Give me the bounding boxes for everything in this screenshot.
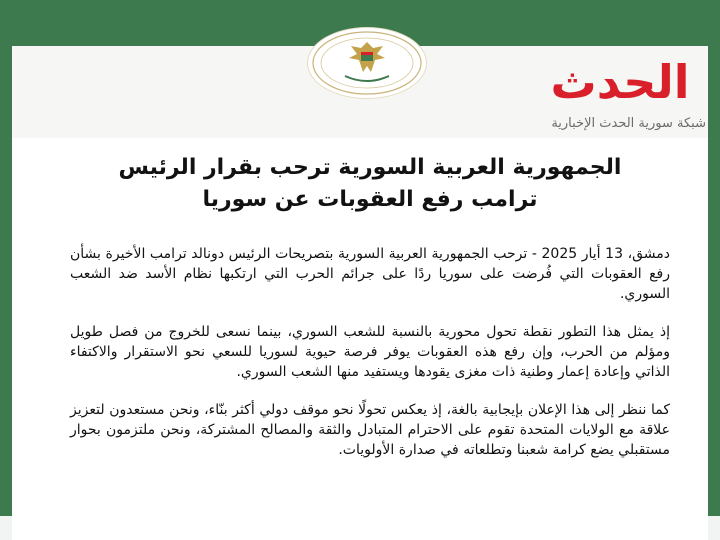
brand-name: شبكة سورية الحدث الإخبارية [551,116,706,131]
paragraph-3: كما ننظر إلى هذا الإعلان بإيجابية بالغة، إذ يعكس تحولًا نحو موقف دولي أكثر بنّاء، ونحن مستعدون لتعزيز علاقة مع الولايات المتحدة تقوم على الاحترام المتبادل والثقة والمصالح المشتركة، ونحن ملتزمون بحوار مستقبلي يضع كرامة شعبنا وتطلعاته في صدارة الأولويات. [70,402,670,458]
brand-logo-text: الحدث [550,55,690,109]
eagle-emblem-icon [311,30,423,96]
paragraph-2: إذ يمثل هذا التطور نقطة تحول محورية بالنسبة للشعب السوري، بينما نسعى للخروج من فصل طويل ومؤلم من الحرب، وإن رفع هذه العقوبات يوفر فرصة حيوية لسوريا للسعي نحو الاستقرار والاكتفاء الذاتي وإعادة إعمار وطنية ذات مغزى يقودها ويستفيد منها الشعب السوري. [70,324,670,380]
alhadath-logo-icon [530,40,710,110]
title-line-2: ترامب رفع العقوبات عن سوريا [202,187,538,212]
title-line-1: الجمهورية العربية السورية ترحب بقرار الرئيس [118,155,622,180]
news-brand [530,40,710,140]
ministry-seal [308,28,426,98]
paragraph-1: دمشق، 13 أيار 2025 - ترحب الجمهورية العربية السورية بتصريحات الرئيس دونالد ترامب الأخيرة بشأن رفع العقوبات التي فُرضت على سوريا ردًا على جرائم الحرب التي ارتكبها نظام الأسد ضد الشعب السوري. [70,246,670,302]
statement-title [70,152,670,216]
statement-content [70,152,670,478]
